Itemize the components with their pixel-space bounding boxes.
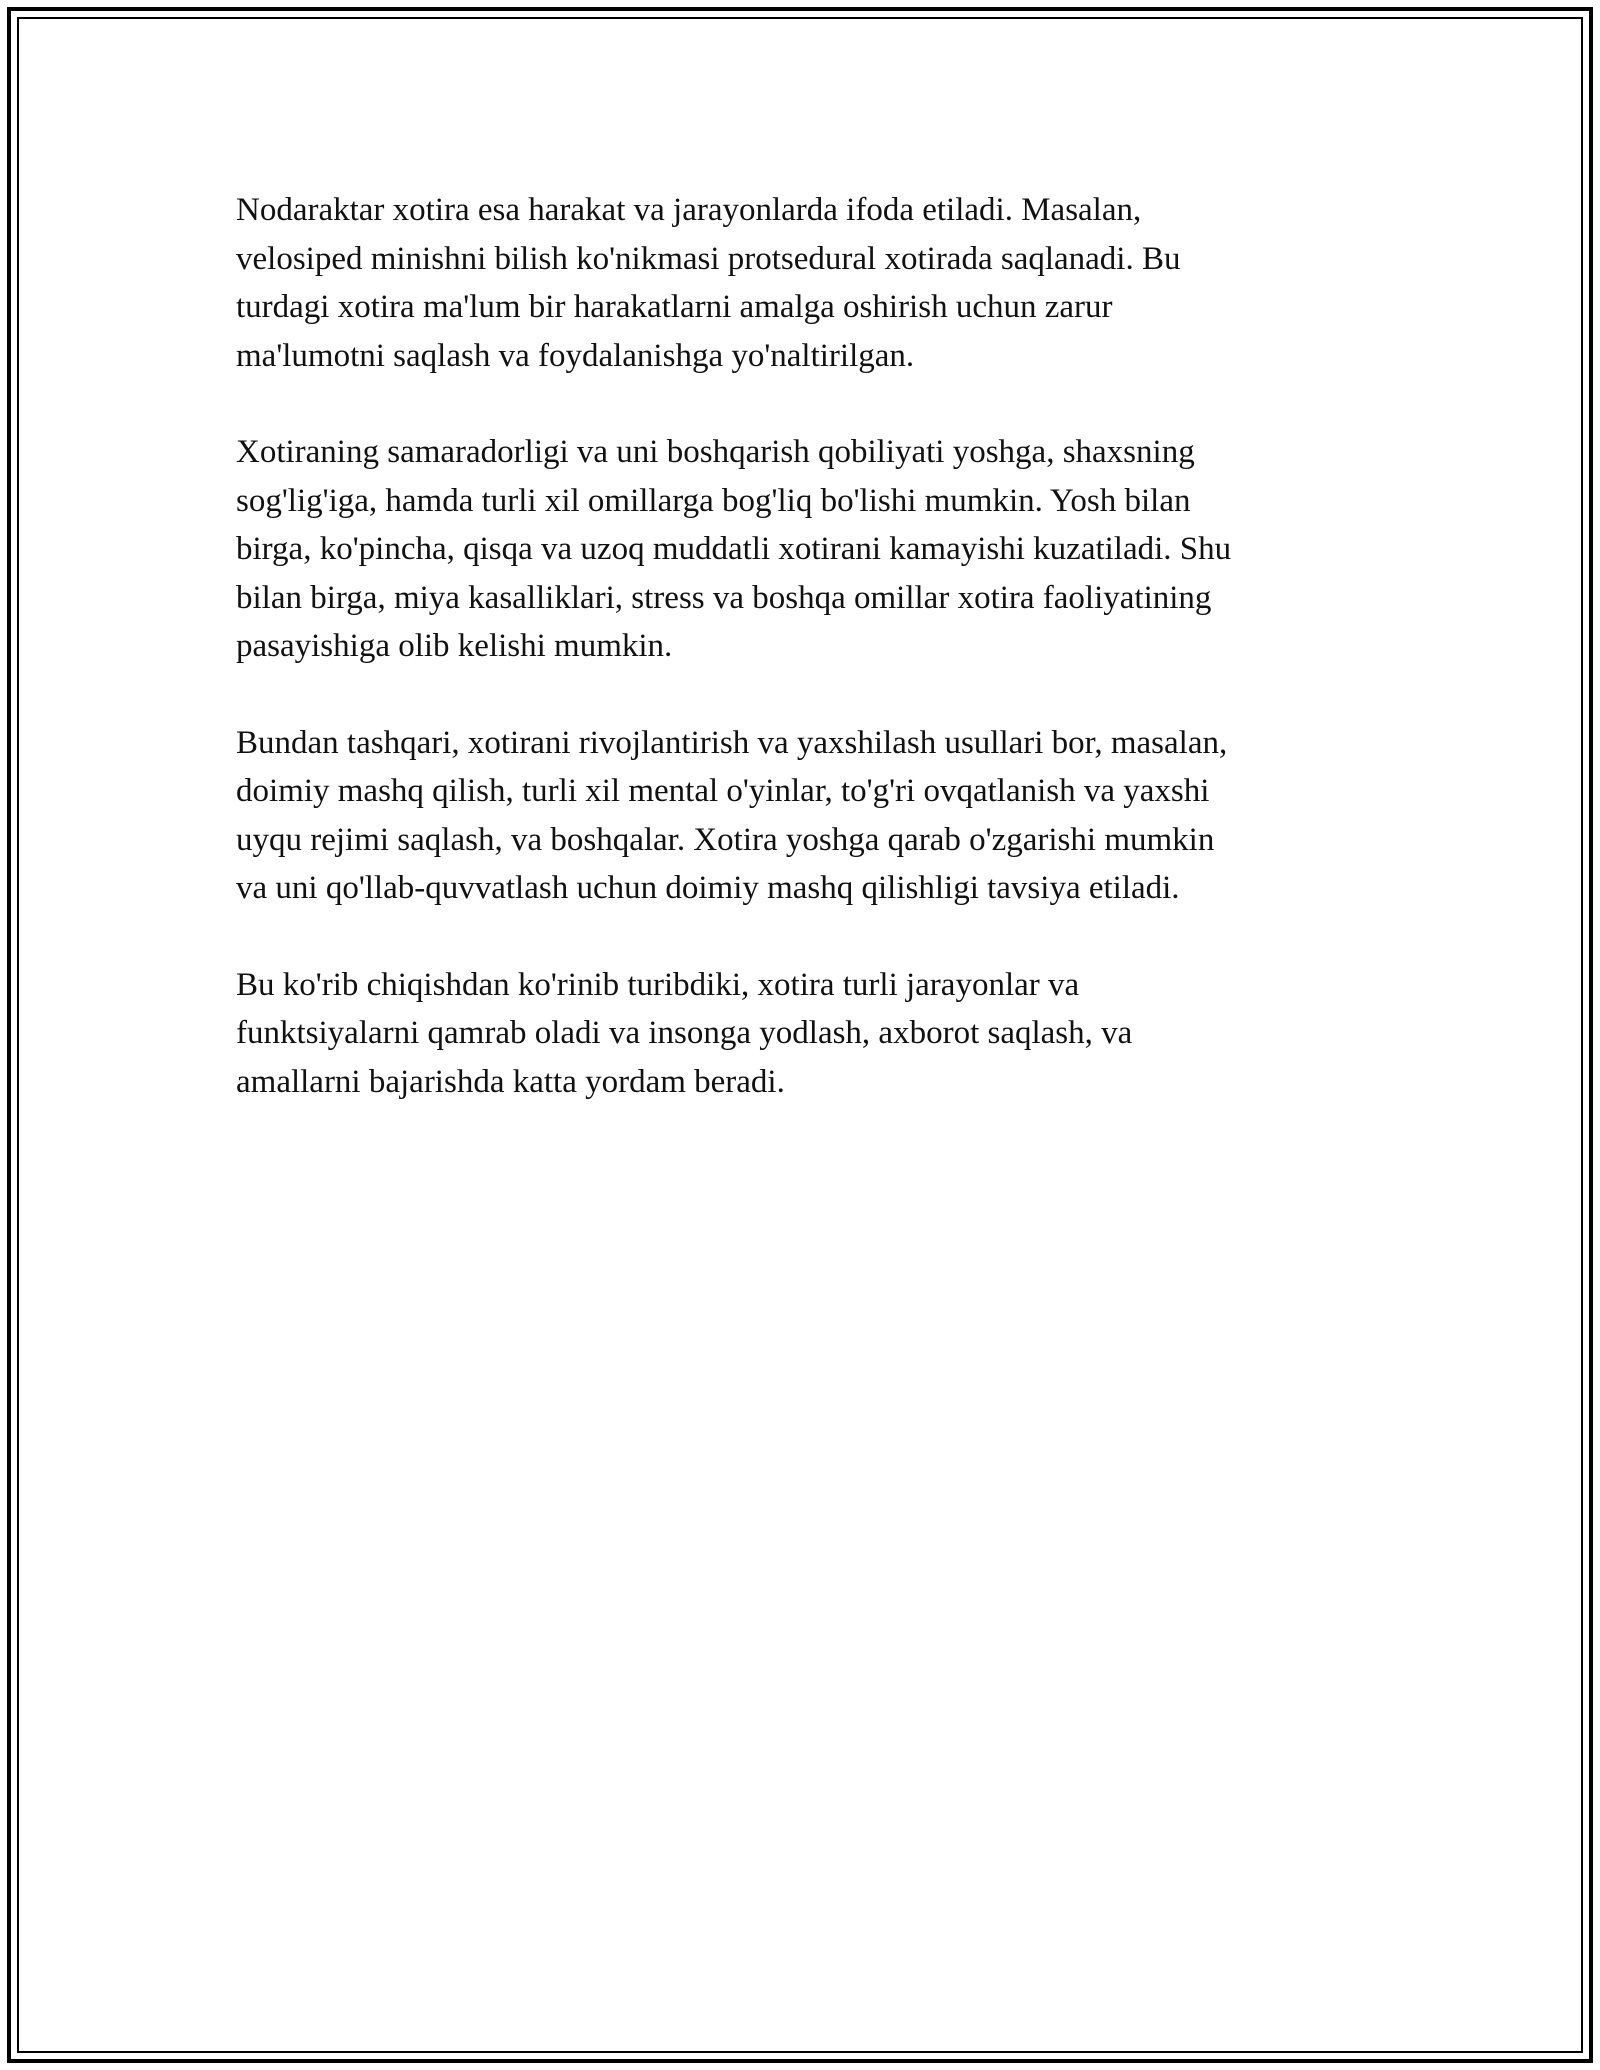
paragraph-line: Bundan tashqari, xotirani rivojlantirish va yaxshilash usullari bor, masalan, [236,724,1228,761]
paragraph-line: turdagi xotira ma'lum bir harakatlarni amalga oshirish uchun zarur [236,289,1113,325]
paragraph-line: pasayishiga olib kelishi mumkin. [236,628,673,664]
paragraph-line: Nodaraktar xotira esa harakat va jarayonlarda ifoda etiladi. Masalan, [236,192,1142,228]
paragraph-line: amallarni bajarishda katta yordam beradi. [236,1063,785,1100]
paragraph-line: va uni qo'llab-quvvatlash uchun doimiy mashq qilishligi tavsiya etiladi. [236,870,1180,906]
document-body [236,186,1376,1154]
paragraph-2 [236,428,1376,671]
paragraph-line: ma'lumotni saqlash va foydalanishga yo'naltirilgan. [236,337,915,374]
paragraph-line: bilan birga, miya kasalliklari, stress va boshqa omillar xotira faoliyatining [236,579,1212,616]
paragraph-line: funktsiyalarni qamrab oladi va insonga yodlash, axborot saqlash, va [236,1015,1133,1051]
paragraph-1 [236,186,1376,380]
paragraph-3 [236,719,1376,913]
paragraph-4 [236,961,1376,1107]
paragraph-line: uyqu rejimi saqlash, va boshqalar. Xotira yoshga qarab o'zgarishi mumkin [236,821,1215,858]
paragraph-line: velosiped minishni bilish ko'nikmasi protsedural xotirada saqlanadi. Bu [236,240,1181,277]
paragraph-line: birga, ko'pincha, qisqa va uzoq muddatli xotirani kamayishi kuzatiladi. Shu [236,531,1232,567]
paragraph-line: sog'lig'iga, hamda turli xil omillarga bog'liq bo'lishi mumkin. Yosh bilan [236,482,1191,519]
paragraph-line: doimiy mashq qilish, turli xil mental o'yinlar, to'g'ri ovqatlanish va yaxshi [236,773,1210,809]
paragraph-line: Xotiraning samaradorligi va uni boshqarish qobiliyati yoshga, shaxsning [236,434,1195,470]
paragraph-line: Bu ko'rib chiqishdan ko'rinib turibdiki, xotira turli jarayonlar va [236,966,1080,1003]
